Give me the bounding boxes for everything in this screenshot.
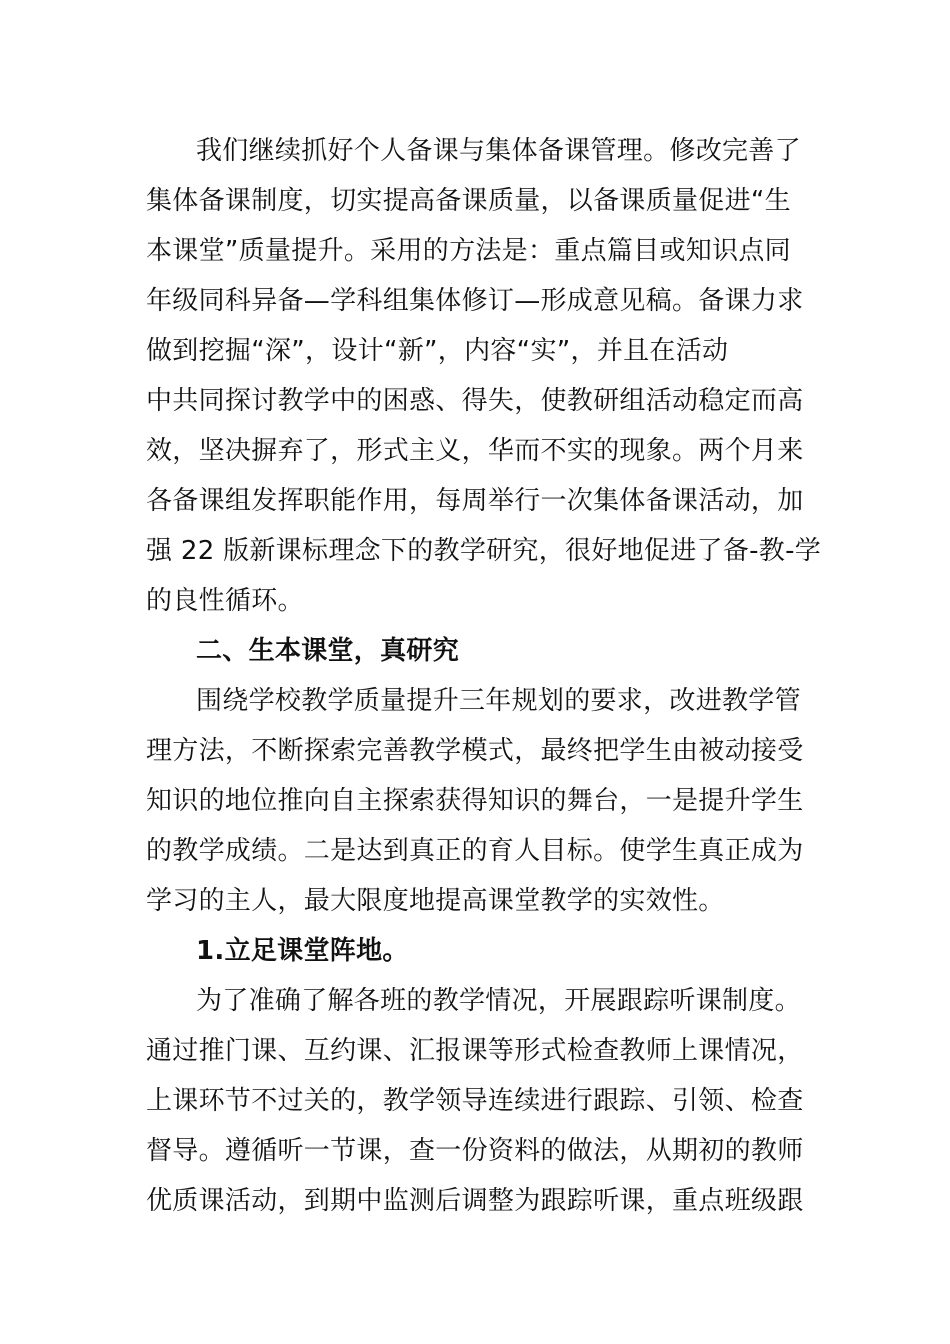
paragraph-line: 集体备课制度，切实提高备课质量，以备课质量促进“生 bbox=[146, 186, 791, 216]
paragraph-line: 强 22 版新课标理念下的教学研究，很好地促进了备-教-学 bbox=[146, 536, 822, 566]
paragraph-line: 我们继续抓好个人备课与集体备课管理。修改完善了 bbox=[196, 136, 801, 166]
paragraph-line: 本课堂”质量提升。采用的方法是：重点篇目或知识点同 bbox=[146, 236, 791, 266]
paragraph-line: 中共同探讨教学中的困惑、得失，使教研组活动稳定而高 bbox=[146, 386, 804, 416]
paragraph-line: 各备课组发挥职能作用，每周举行一次集体备课活动，加 bbox=[146, 486, 804, 516]
paragraph-line: 效，坚决摒弃了，形式主义，华而不实的现象。两个月来 bbox=[146, 436, 804, 466]
paragraph-line: 的教学成绩。二是达到真正的育人目标。使学生真正成为 bbox=[146, 836, 804, 866]
paragraph-line: 理方法，不断探索完善教学模式，最终把学生由被动接受 bbox=[146, 736, 804, 766]
subsection-heading: 1.立足课堂阵地。 bbox=[196, 936, 409, 966]
paragraph-line: 围绕学校教学质量提升三年规划的要求，改进教学管 bbox=[196, 686, 801, 716]
paragraph-line: 做到挖掘“深”，设计“新”，内容“实”，并且在活动 bbox=[146, 336, 729, 366]
paragraph-line: 督导。遵循听一节课，查一份资料的做法，从期初的教师 bbox=[146, 1136, 804, 1166]
paragraph-line: 年级同科异备—学科组集体修订—形成意见稿。备课力求 bbox=[146, 286, 804, 316]
paragraph-line: 学习的主人，最大限度地提高课堂教学的实效性。 bbox=[146, 886, 725, 916]
paragraph-line: 通过推门课、互约课、汇报课等形式检查教师上课情况， bbox=[146, 1036, 804, 1066]
paragraph-line: 优质课活动，到期中监测后调整为跟踪听课，重点班级跟 bbox=[146, 1186, 804, 1216]
paragraph-line: 为了准确了解各班的教学情况，开展跟踪听课制度。 bbox=[196, 986, 801, 1016]
paragraph-line: 的良性循环。 bbox=[146, 586, 304, 616]
paragraph-line: 知识的地位推向自主探索获得知识的舞台，一是提升学生 bbox=[146, 786, 804, 816]
paragraph-line: 上课环节不过关的，教学领导连续进行跟踪、引领、检查 bbox=[146, 1086, 804, 1116]
section-heading: 二、生本课堂，真研究 bbox=[196, 636, 460, 666]
